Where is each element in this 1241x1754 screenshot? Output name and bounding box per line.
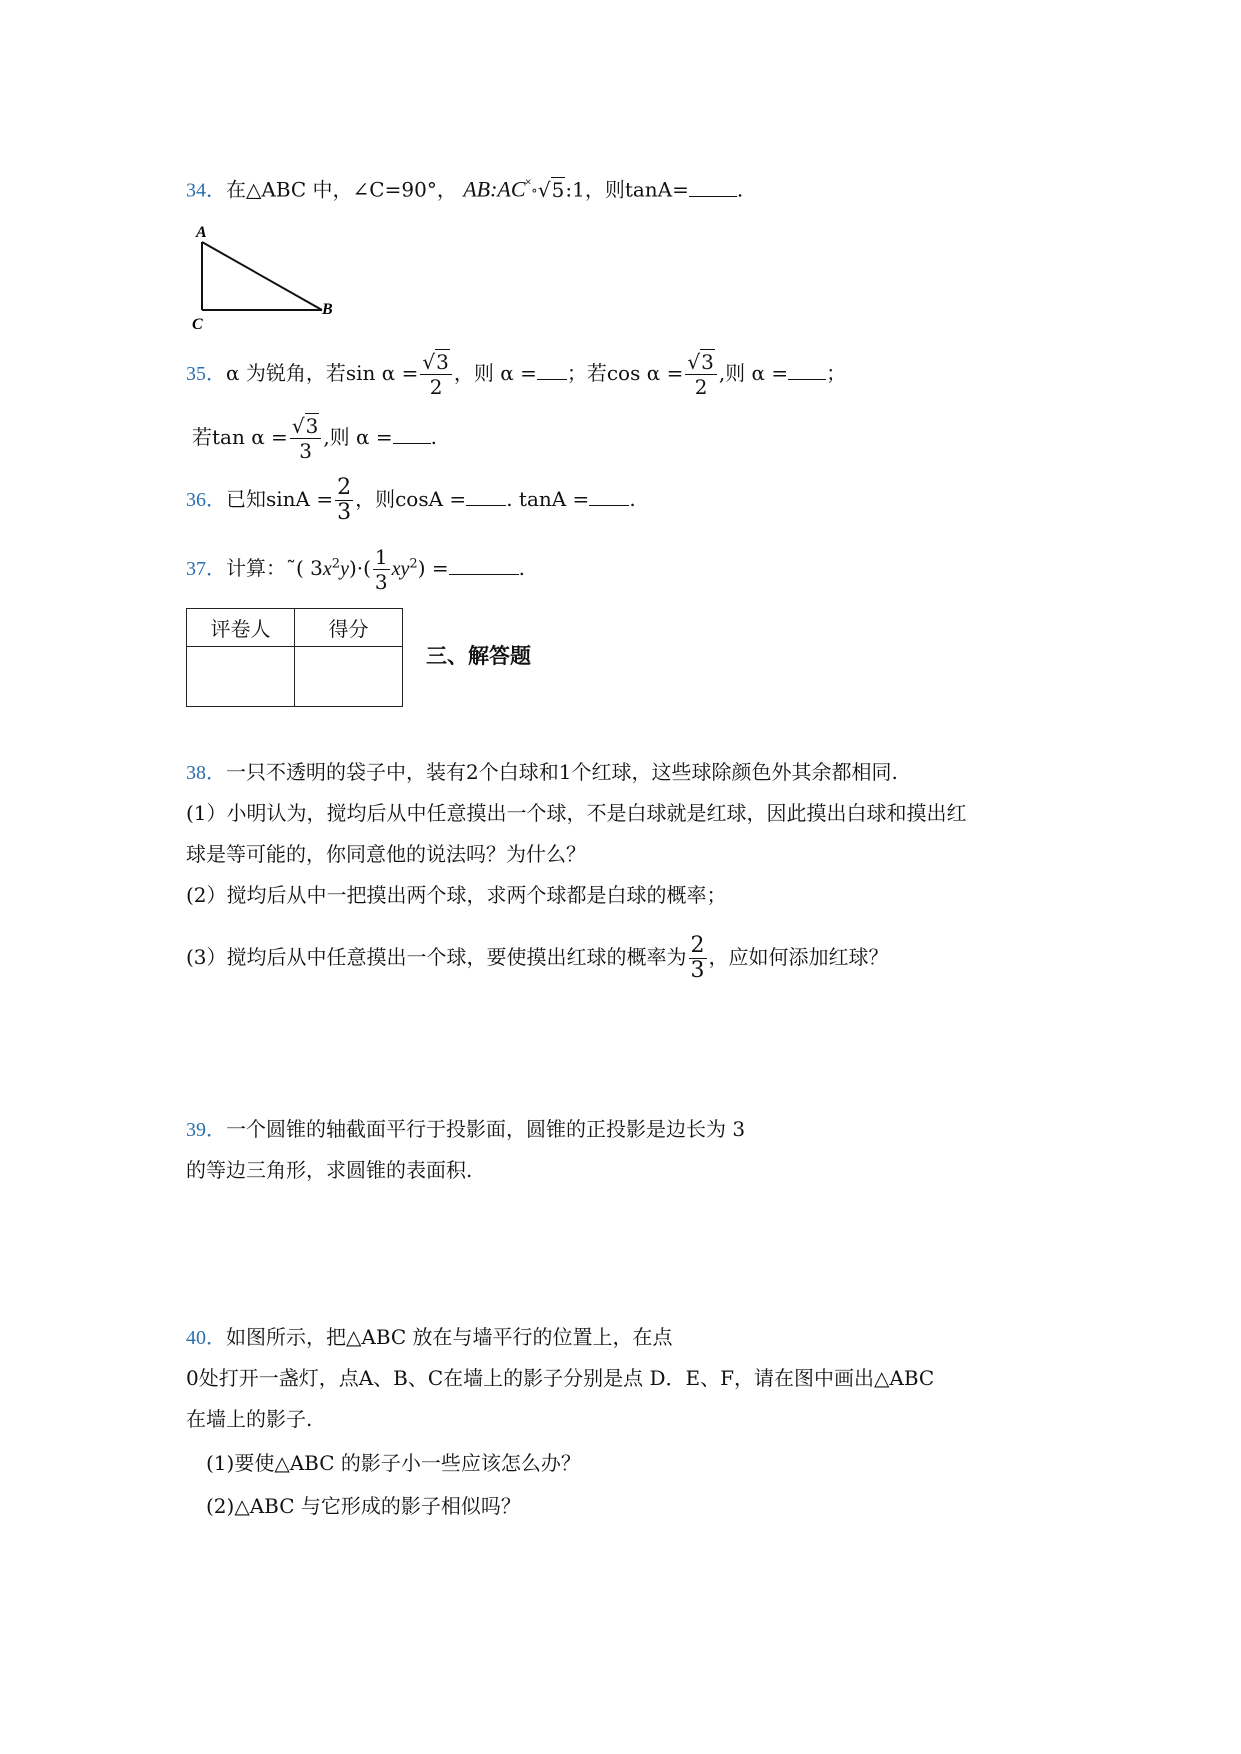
label-c: C bbox=[192, 316, 203, 333]
question-38-part3: (3）搅均后从中任意摸出一个球，要使摸出红球的概率为 $\frac{2}{3}$ ，应如何添加红球？ bbox=[186, 933, 889, 983]
answer-blank[interactable] bbox=[589, 487, 629, 506]
question-35: 35．α 为锐角，若sin α = $\frac{√3}{2}$ ，则 α = ；若cos α = $\frac{√3}{2}$ ,则 α = ； bbox=[186, 350, 847, 399]
question-40-cont2: 在墙上的影子. bbox=[186, 1407, 313, 1431]
label-a: A bbox=[196, 224, 207, 241]
grader-cell[interactable] bbox=[187, 647, 295, 707]
question-number: 34． bbox=[186, 179, 226, 202]
score-cell[interactable] bbox=[295, 647, 403, 707]
fraction-sqrt3-over-2: $\frac{√3}{2}$ bbox=[420, 350, 451, 399]
answer-blank[interactable] bbox=[393, 425, 431, 444]
answer-blank[interactable] bbox=[537, 361, 567, 380]
question-36: 36．已知sinA = $\frac{2}{3}$ ，则cosA = . tanA = . bbox=[186, 475, 636, 525]
question-34: 34．在△ABC 中，∠C=90°， AB:AC˟˳√5:1，则tanA= . bbox=[186, 176, 744, 202]
question-39-cont: 的等边三角形，求圆锥的表面积. bbox=[186, 1158, 473, 1182]
sqrt-5: √5 bbox=[537, 177, 565, 202]
question-40-part1: (1)要使△ABC 的影子小一些应该怎么办？ bbox=[206, 1451, 581, 1475]
answer-blank[interactable] bbox=[689, 178, 737, 197]
question-40-part2: (2)△ABC 与它形成的影子相似吗？ bbox=[206, 1494, 521, 1518]
triangle-abc-figure bbox=[188, 222, 338, 334]
answer-blank[interactable] bbox=[466, 487, 506, 506]
question-38-part1-cont: 球是等可能的，你同意他的说法吗？为什么？ bbox=[186, 842, 586, 866]
question-40: 40．如图所示，把△ABC 放在与墙平行的位置上，在点 bbox=[186, 1325, 673, 1349]
fraction-1-over-3: $\frac{1}{3}$ bbox=[374, 545, 388, 594]
question-39: 39．一个圆锥的轴截面平行于投影面，圆锥的正投影是边长为 3 bbox=[186, 1117, 746, 1141]
label-b: B bbox=[322, 301, 333, 318]
section-title: 三、解答题 bbox=[426, 644, 531, 668]
answer-blank[interactable] bbox=[788, 361, 826, 380]
score-table bbox=[186, 608, 403, 707]
question-38: 38．一只不透明的袋子中，装有2个白球和1个红球，这些球除颜色外其余都相同. bbox=[186, 760, 898, 784]
grader-header: 评卷人 bbox=[187, 609, 295, 647]
question-37: 37．计算：˜( $3x^2y)\cdot$( $\frac{1}{3}$ $xy^2$) = . bbox=[186, 545, 525, 594]
score-header: 得分 bbox=[295, 609, 403, 647]
fraction-2-over-3: $\frac{2}{3}$ bbox=[690, 933, 705, 983]
fraction-sqrt3-over-2: $\frac{√3}{2}$ bbox=[685, 350, 716, 399]
fraction-2-over-3: $\frac{2}{3}$ bbox=[337, 475, 352, 525]
answer-blank[interactable] bbox=[449, 556, 519, 575]
question-35-line2: 若tan α = $\frac{√3}{3}$ ,则 α = . bbox=[192, 414, 438, 463]
question-38-part1: (1）小明认为，搅均后从中任意摸出一个球，不是白球就是红球，因此摸出白球和摸出红 bbox=[186, 801, 967, 825]
fraction-sqrt3-over-3: $\frac{√3}{3}$ bbox=[290, 414, 321, 463]
question-38-part2: (2）搅均后从中一把摸出两个球，求两个球都是白球的概率； bbox=[186, 883, 727, 907]
question-40-cont: 0处打开一盏灯，点A、B、C在墙上的影子分别是点 D．E、F，请在图中画出△ABC bbox=[186, 1366, 935, 1390]
